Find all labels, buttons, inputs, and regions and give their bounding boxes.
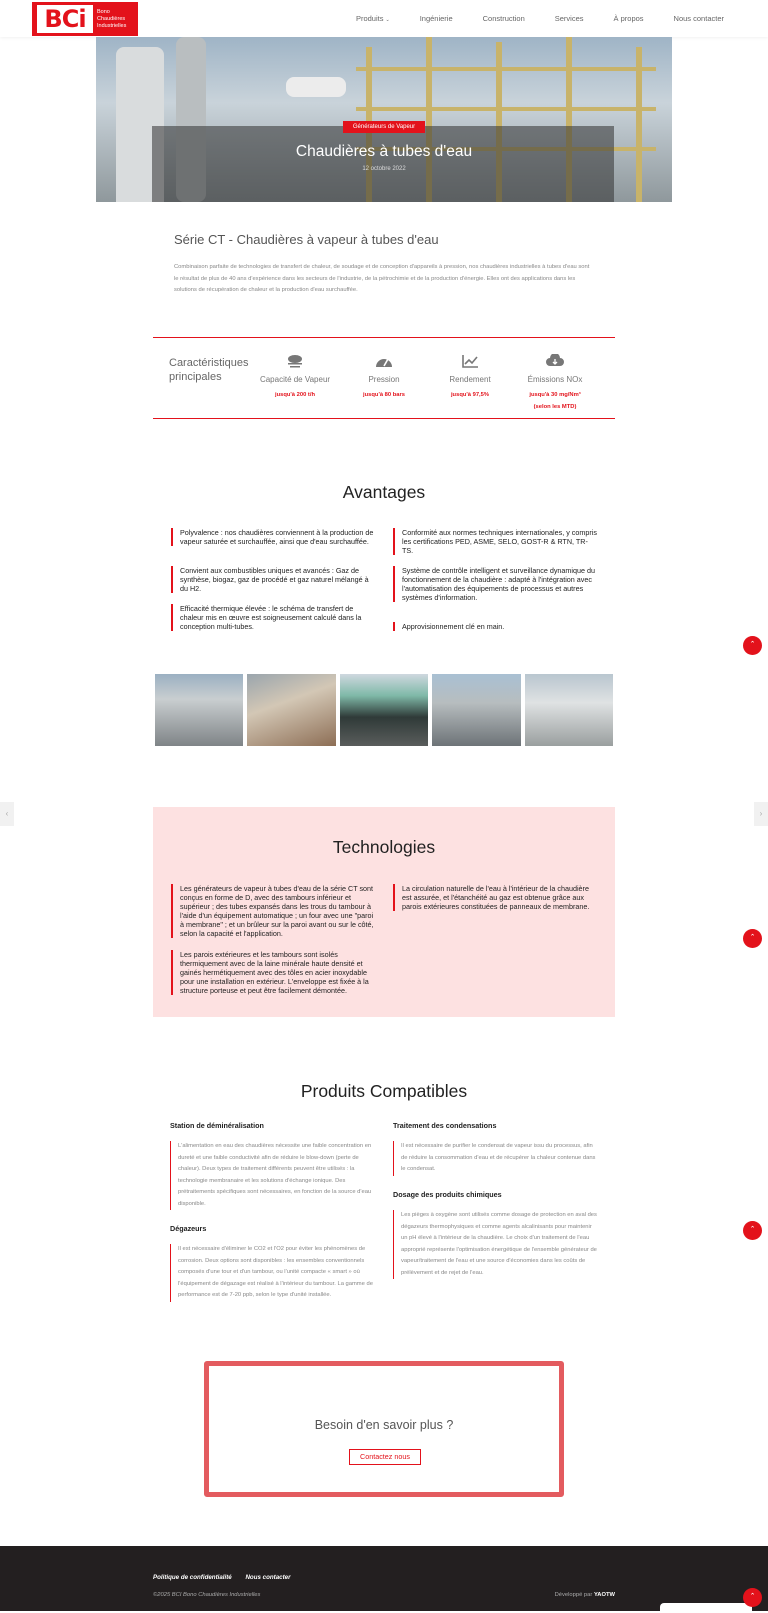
image-gallery — [155, 674, 613, 746]
footer-links — [153, 1574, 303, 1581]
back-to-top-button[interactable]: ⌃ — [743, 929, 762, 948]
intro-text: Combinaison parfaite de technologies de transfert de chaleur, de soudage et de conception d'appareils à pression, nos chaudières industrielles à tubes d'eau sont le résultat de plus de 40 ans d'expérience dans les secteurs de l'industrie, de la pétrochimie et de la production d'énergie. Elles ont des applications dans les solutions de récupération de chaleur et la production d'eau surchauffée. — [174, 264, 590, 293]
nav-item-services[interactable]: Services — [554, 14, 584, 23]
advantage-item: Système de contrôle intelligent et surveillance dynamique du fonctionnement de la chaudière : adapté à l'intégration avec l'automatisation des équipements de processus et autres systèmes d'information. — [393, 566, 598, 602]
product-heading: Dosage des produits chimiques — [393, 1190, 502, 1199]
advantage-item: Polyvalence : nos chaudières conviennent à la production de vapeur saturée et surchauffée, ainsi que d'eau surchauffée. — [171, 528, 376, 546]
product-heading: Dégazeurs — [170, 1224, 207, 1233]
logo-mark: BCi — [37, 5, 93, 33]
cloud-download-icon — [546, 354, 564, 368]
intro-title: Série CT - Chaudières à vapeur à tubes d'eau — [174, 232, 439, 247]
main-nav — [326, 14, 724, 23]
nav-item-ingenierie[interactable]: Ingénierie — [419, 14, 453, 23]
product-text: L'alimentation en eau des chaudières nécessite une faible concentration en dureté et une faible conductivité afin de réduire le blow-down (perte de chaleur). Deux types de traitement différents peuvent être utilisés : la technologie membranaire et les solutions d'échange ionique. Des prétraitements spécifiques sont nécessaires, en fonction de la source d'eau disponible. — [170, 1141, 375, 1210]
product-text: Il est nécessaire de purifier le condensat de vapeur issu du processus, afin de réduire la consommation d'eau et de récupérer la chaleur contenue dans le condensat. — [393, 1141, 598, 1176]
copyright: ©2025 BCI Bono Chaudières Industrielles — [153, 1592, 261, 1598]
feature-nox: Émissions NOx jusqu'à 30 mg/Nm³ (selon les MTD) — [510, 354, 600, 413]
nav-item-a-propos[interactable]: À propos — [613, 14, 644, 23]
logo-text: Bono Chaudières Industrielles — [97, 8, 127, 29]
advantage-item: Conformité aux normes techniques internationales, y compris les certifications PED, ASME, SELO, GOST-R & RTN, TR-TS. — [393, 528, 598, 555]
advantage-item: Convient aux combustibles uniques et avancés : Gaz de synthèse, biogaz, gaz de procédé et gaz naturel mélangé à du H2. — [171, 566, 376, 593]
hero-image — [96, 37, 672, 202]
back-to-top-button[interactable]: ⌃ — [743, 636, 762, 655]
category-tag[interactable]: Générateurs de Vapeur — [343, 121, 425, 133]
gallery-image[interactable] — [525, 674, 613, 746]
cta-title: Besoin d'en savoir plus ? — [314, 1418, 454, 1432]
site-footer — [0, 1546, 768, 1611]
gallery-image[interactable] — [432, 674, 520, 746]
products-title: Produits Compatibles — [300, 1081, 468, 1101]
post-date: 12 octobre 2022 — [362, 166, 406, 172]
product-heading: Traitement des condensations — [393, 1121, 497, 1130]
product-text: Les pièges à oxygène sont utilisés comme dosage de protection en aval des dégazeurs thermophysiques et comme agents alcalinisants pour maintenir un pH élevé à l'intérieur de la chaudière. Le choix d'un traitement de l'eau approprié représente l'optimisation énergétique de l'ensemble générateur de vapeur/traitement de l'eau et une source d'économies dans les coûts de prélèvement et de rejet de l'eau. — [393, 1210, 598, 1279]
gallery-image[interactable] — [340, 674, 428, 746]
cta-box — [204, 1361, 564, 1497]
technology-item: La circulation naturelle de l'eau à l'intérieur de la chaudière est assurée, et l'étanchéité au gaz est obtenue grâce aux parois extérieures constituées de panneaux de membrane. — [393, 884, 598, 911]
features-panel — [153, 337, 615, 419]
feature-efficiency: Rendement jusqu'à 97,5% — [425, 354, 515, 401]
back-to-top-button[interactable]: ⌃ — [743, 1221, 762, 1240]
back-to-top-button[interactable]: ⌃ — [743, 1588, 762, 1607]
page-title: Chaudières à tubes d'eau — [295, 143, 473, 160]
nav-item-produits[interactable]: Produits ⌄ — [355, 14, 390, 23]
advantage-item: Efficacité thermique élevée : le schéma de transfert de chaleur mis en œuvre est soigneusement calculé dans la conception multi-tubes. — [171, 604, 376, 631]
steam-icon — [286, 354, 304, 368]
gallery-image[interactable] — [247, 674, 335, 746]
site-header — [0, 0, 768, 37]
footer-contact-link[interactable]: Nous contacter — [245, 1574, 291, 1581]
nav-item-contact[interactable]: Nous contacter — [673, 14, 724, 23]
nav-item-construction[interactable]: Construction — [482, 14, 525, 23]
gallery-image[interactable] — [155, 674, 243, 746]
gauge-icon — [375, 354, 393, 368]
feature-steam: Capacité de Vapeur jusqu'à 200 t/h — [250, 354, 340, 401]
privacy-link[interactable]: Politique de confidentialité — [153, 1574, 232, 1581]
advantages-title: Avantages — [342, 482, 426, 502]
developer-link[interactable]: YAOTW — [593, 1592, 615, 1598]
product-heading: Station de déminéralisation — [170, 1121, 264, 1130]
product-text: Il est nécessaire d'éliminer le CO2 et l'O2 pour éviter les phénomènes de corrosion. Deux options sont disponibles : les ensembles conventionnels composés d'une tour et d'un tambour, ou l'unité compacte « smart » où l'équipement de dégazage est réalisé à l'intérieur du tambour. La gamme de performance est de 7-20 ppb, selon le type d'unité installée. — [170, 1244, 375, 1302]
slider-prev-arrow[interactable]: ‹ — [0, 802, 14, 826]
technologies-title: Technologies — [332, 837, 436, 857]
technology-item: Les générateurs de vapeur à tubes d'eau de la série CT sont conçus en forme de D, avec des tambours inférieur et supérieur ; des tubes expansés dans les trous du tambour à l'aide d'un équipement automatique ; un four avec une "paroi à membrane" ; et un brûleur sur la paroi avant ou sur le côté, selon la capacité et l'application. — [171, 884, 376, 938]
developer-credit: Développé par YAOTW — [554, 1592, 615, 1598]
logo[interactable] — [32, 2, 138, 36]
slider-next-arrow[interactable]: › — [754, 802, 768, 826]
features-title: Caractéristiques principales — [169, 357, 249, 383]
advantage-item: Approvisionnement clé en main. — [393, 622, 598, 631]
chart-icon — [461, 354, 479, 368]
technology-item: Les parois extérieures et les tambours sont isolés thermiquement avec de la laine minérale haute densité et gainés hermétiquement avec des tôles en acier inoxydable pour une installation en extérieur. L'enveloppe est fixée à la structure porteuse et peut être facilement démontée. — [171, 950, 376, 995]
feature-pressure: Pression jusqu'à 80 bars — [339, 354, 429, 401]
chevron-down-icon: ⌄ — [385, 17, 390, 23]
contact-button[interactable]: Contactez nous — [349, 1449, 421, 1465]
technologies-section — [153, 807, 615, 1017]
cookie-widget[interactable] — [660, 1603, 752, 1613]
hero-overlay — [152, 126, 614, 202]
